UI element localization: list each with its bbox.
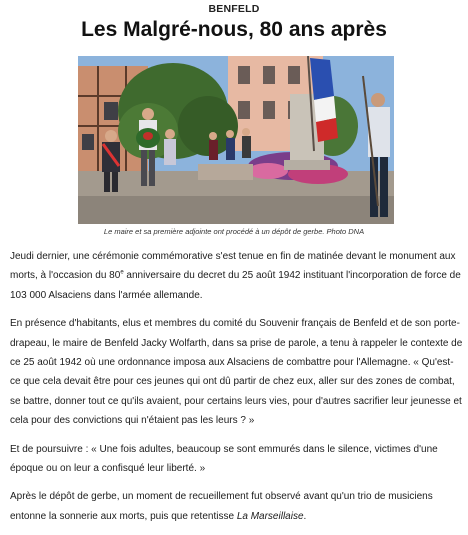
article-body [10, 247, 464, 535]
paragraph-2: En présence d'habitants, elus et membres du comité du Souvenir français de Benfeld et de son porte-drapeau, le maire de Benfeld Jacky Wolfarth, dans sa prise de parole, a tenu à rappeler le contexte de ce 25 août 1942 où une ordonnance imposa aux Alsaciens de combattre pour l'Allemagne. « Qu'est-ce que cela devait être pour ces jeunes qui ont dû partir de chez eux, aller sur des zones de combat, se battre, donner tout ce qu'ils avaient, pour certains leurs vies, pour d'autres sacrifier leur jeunesse et cela pour des convictions qui n'étaient pas les leurs ? » [10, 318, 463, 427]
ordinal-suffix: e [120, 270, 124, 277]
paragraph-1-part-b: anniversaire du decret du 25 août 1942 instituant l'incorporation de force de 103 000 Alsaciens dans l'armée allemande. [10, 270, 461, 301]
paragraph-1 [10, 247, 464, 305]
photo-caption: Le maire et sa première adjointe ont procédé à un dépôt de gerbe. Photo DNA [103, 227, 365, 236]
paragraph-4-part-a: Après le dépôt de gerbe, un moment de recueillement fut observé avant qu'un trio de musiciens entonne la sonnerie aux morts, puis que retentisse [10, 491, 433, 522]
paragraph-1-part-a: Jeudi dernier, une cérémonie commémorative s'est tenue en fin de matinée devant le monument aux morts, à l'occasion du 80 [10, 251, 456, 282]
paragraph-4 [10, 487, 464, 526]
anthem-title: La Marseillaise [236, 510, 304, 522]
paragraph-4-part-b: . [303, 510, 307, 522]
article-kicker: BENFELD [208, 3, 260, 15]
paragraph-3: Et de poursuivre : « Une fois adultes, beaucoup se sont emmurés dans le silence, victimes d'une époque ou on leur a confisqué leur liberté. » [10, 443, 438, 475]
article-photo [78, 56, 394, 224]
article-title: Les Malgré-nous, 80 ans après [81, 18, 387, 41]
